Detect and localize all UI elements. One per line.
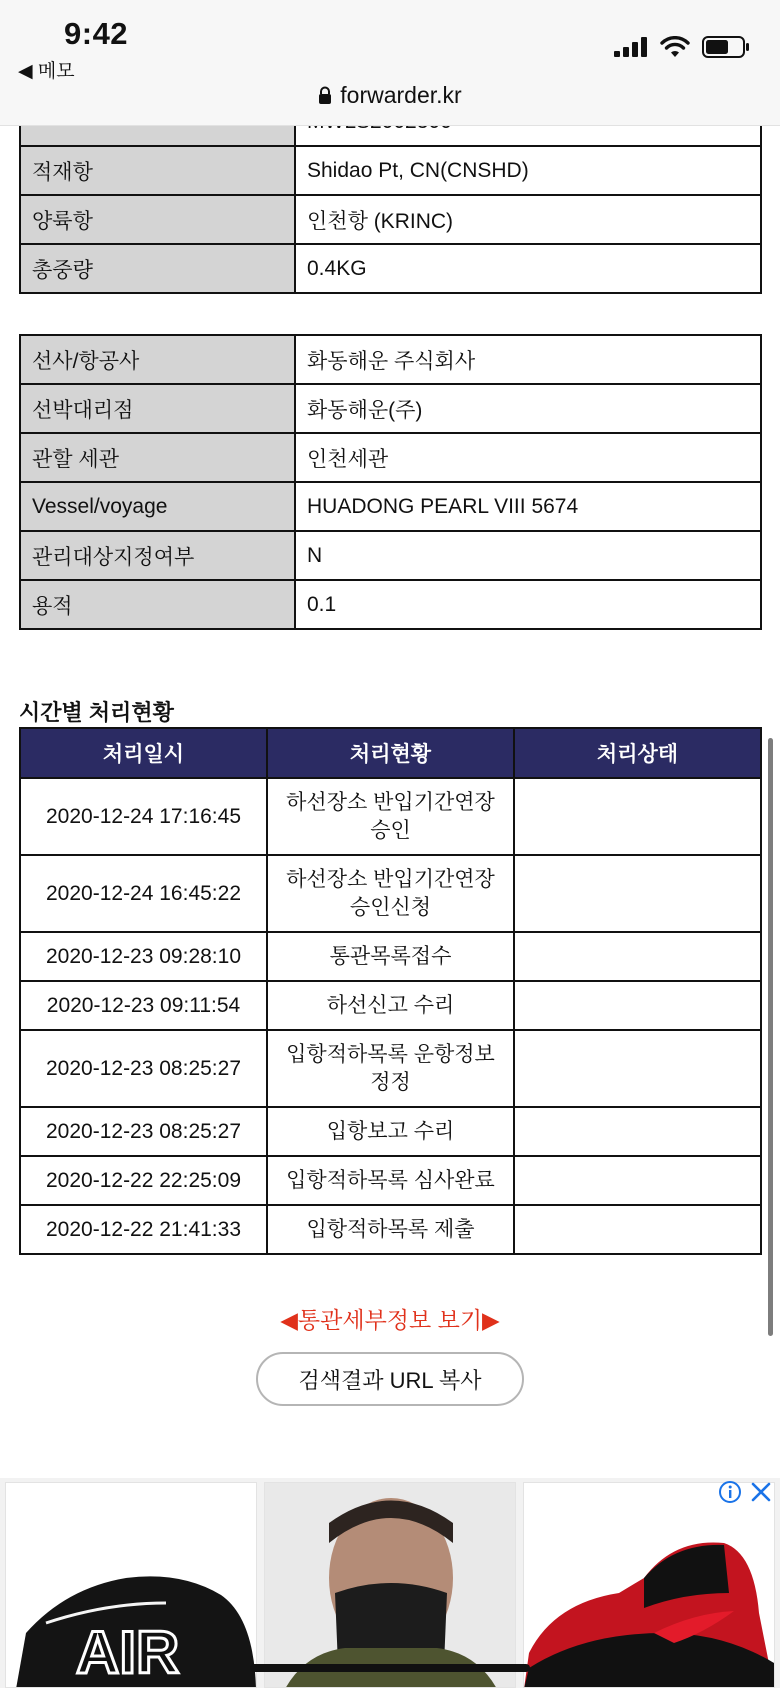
table-row — [20, 855, 761, 932]
info-value: HUADONG PEARL VIII 5674 — [295, 482, 761, 531]
carrier-info-table — [19, 334, 762, 630]
info-value: N — [295, 531, 761, 580]
back-to-app-link[interactable]: ◀ 메모 — [18, 61, 75, 82]
ad-product-card[interactable] — [264, 1482, 516, 1688]
table-row — [20, 981, 761, 1030]
face-mask-image — [265, 1483, 516, 1688]
info-label: 선박대리점 — [20, 384, 295, 433]
wifi-icon — [660, 36, 690, 58]
ad-info-icon[interactable] — [718, 1480, 742, 1504]
row-datetime: 2020-12-22 22:25:09 — [20, 1156, 267, 1205]
row-datetime: 2020-12-24 17:16:45 — [20, 778, 267, 855]
cellular-signal-icon — [614, 37, 648, 57]
lock-icon — [318, 83, 332, 110]
info-value: 0.1 — [295, 580, 761, 629]
sneaker-image — [524, 1483, 775, 1688]
ad-banner[interactable] — [0, 1478, 780, 1688]
table-row — [20, 1107, 761, 1156]
table-row — [20, 1030, 761, 1107]
table-row — [20, 195, 761, 244]
info-value: 인천세관 — [295, 433, 761, 482]
table-row — [20, 580, 761, 629]
copy-url-button[interactable]: 검색결과 URL 복사 — [256, 1352, 524, 1406]
ad-product-card[interactable] — [523, 1482, 775, 1688]
row-state — [514, 981, 761, 1030]
table-row — [20, 1156, 761, 1205]
table-row — [20, 482, 761, 531]
battery-icon — [702, 35, 750, 59]
status-time: 9:42 — [64, 16, 129, 51]
row-status — [267, 1030, 514, 1107]
column-header-state: 처리상태 — [514, 728, 761, 778]
row-state — [514, 1156, 761, 1205]
info-label: 양륙항 — [20, 195, 295, 244]
row-status: 입항적하목록 제출 — [267, 1205, 514, 1254]
address-bar[interactable] — [0, 82, 780, 110]
row-status-line2: 승인 — [370, 818, 411, 842]
address-domain: forwarder.kr — [340, 82, 462, 108]
row-status-line1: 하선장소 반입기간연장 — [286, 790, 495, 814]
ad-product-1-text: AIR — [76, 1619, 180, 1686]
table-row — [20, 433, 761, 482]
status-icons — [614, 34, 750, 60]
row-status: 입항적하목록 심사완료 — [267, 1156, 514, 1205]
table-row — [20, 335, 761, 384]
home-indicator[interactable] — [250, 1664, 530, 1672]
info-value: 화동해운(주) — [295, 384, 761, 433]
table-row — [20, 146, 761, 195]
ad-controls — [718, 1480, 772, 1504]
row-status — [267, 855, 514, 932]
row-state — [514, 855, 761, 932]
row-state — [514, 778, 761, 855]
row-datetime: 2020-12-24 16:45:22 — [20, 855, 267, 932]
table-row — [20, 1205, 761, 1254]
row-datetime: 2020-12-23 09:28:10 — [20, 932, 267, 981]
browser-top-bar — [0, 0, 780, 126]
table-row — [20, 932, 761, 981]
processing-history-table — [19, 727, 762, 1255]
info-label: 용적 — [20, 580, 295, 629]
info-label: Vessel/voyage — [20, 482, 295, 531]
row-status-line1: 입항적하목록 운항정보 — [286, 1042, 495, 1066]
column-header-status: 처리현황 — [267, 728, 514, 778]
customs-detail-link[interactable]: ◀통관세부정보 보기▶ — [280, 1307, 500, 1333]
info-value: 화동해운 주식회사 — [295, 335, 761, 384]
info-value: 인천항 (KRINC) — [295, 195, 761, 244]
table-header-row — [20, 728, 761, 778]
row-status-line2: 승인신청 — [349, 895, 432, 919]
info-label: 관리대상지정여부 — [20, 531, 295, 580]
table-row — [20, 244, 761, 293]
row-state — [514, 932, 761, 981]
history-section-title: 시간별 처리현황 — [19, 700, 174, 725]
ad-product-card[interactable] — [5, 1482, 257, 1688]
info-label: 선사/항공사 — [20, 335, 295, 384]
row-state — [514, 1030, 761, 1107]
row-status-line1: 하선장소 반입기간연장 — [286, 867, 495, 891]
scrollbar[interactable] — [768, 738, 773, 1336]
info-label: 적재항 — [20, 146, 295, 195]
row-datetime: 2020-12-23 08:25:27 — [20, 1107, 267, 1156]
info-label: 관할 세관 — [20, 433, 295, 482]
row-datetime: 2020-12-23 08:25:27 — [20, 1030, 267, 1107]
info-label: 총중량 — [20, 244, 295, 293]
info-value: Shidao Pt, CN(CNSHD) — [295, 146, 761, 195]
table-row — [20, 531, 761, 580]
column-header-datetime: 처리일시 — [20, 728, 267, 778]
sneaker-image — [6, 1483, 257, 1688]
table-row — [20, 384, 761, 433]
row-datetime: 2020-12-23 09:11:54 — [20, 981, 267, 1030]
row-status: 입항보고 수리 — [267, 1107, 514, 1156]
row-status: 통관목록접수 — [267, 932, 514, 981]
info-value: 0.4KG — [295, 244, 761, 293]
row-status-line2: 정정 — [370, 1070, 411, 1094]
row-datetime: 2020-12-22 21:41:33 — [20, 1205, 267, 1254]
table-row — [20, 778, 761, 855]
row-state — [514, 1107, 761, 1156]
row-status: 하선신고 수리 — [267, 981, 514, 1030]
row-state — [514, 1205, 761, 1254]
ad-close-icon[interactable] — [750, 1481, 772, 1503]
row-status — [267, 778, 514, 855]
